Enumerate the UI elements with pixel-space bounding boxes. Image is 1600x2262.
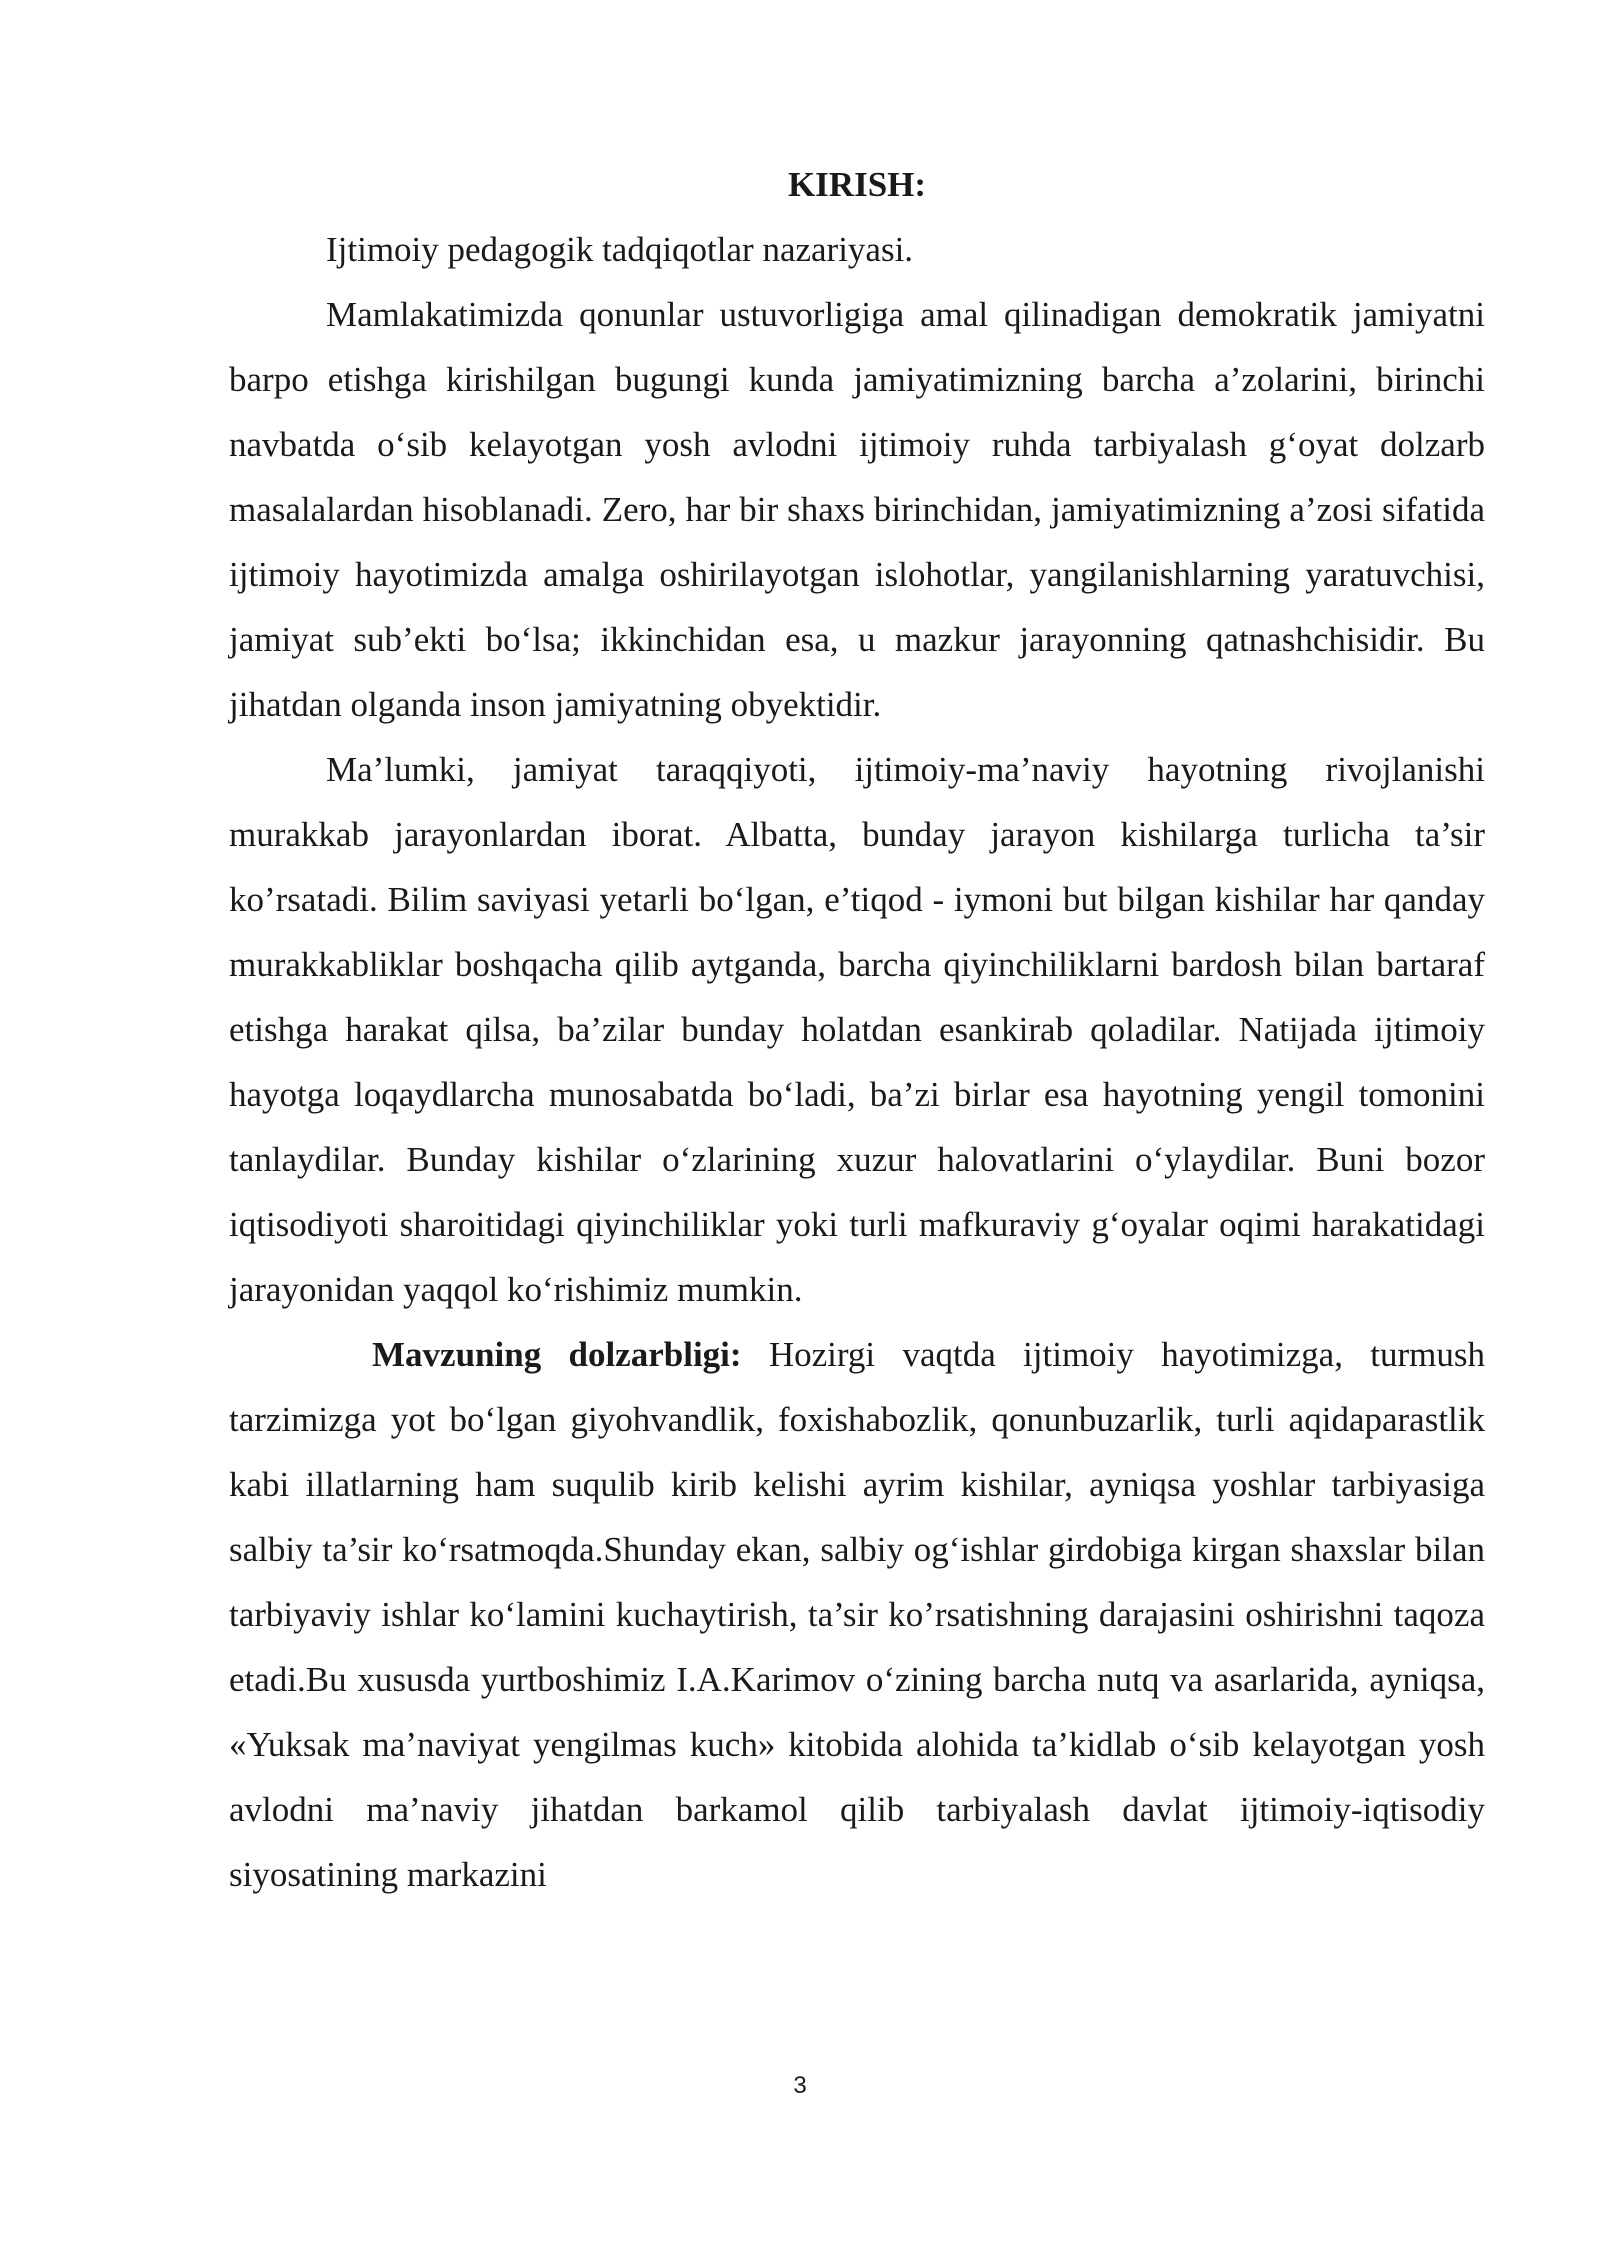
section-subtitle: Ijtimoiy pedagogik tadqiqotlar nazariyasi. bbox=[326, 230, 914, 269]
paragraph-intro: Mamlakatimizda qonunlar ustuvorligiga amal qilinadigan demokratik jamiyatni barpo etishga kirishilgan bugungi kunda jamiyatimizning barcha a’zolarini, birinchi navbatda o‘sib kelayotgan yosh avlodni ijtimoiy ruhda tarbiyalash g‘oyat dolzarb masalalardan hisoblanadi. Zero, har bir shaxs birinchidan, jamiyatimizning a’zosi sifatida ijtimoiy hayotimizda amalga oshirilayotgan islohotlar, yangilanishlarning yaratuvchisi, jamiyat sub’ekti bo‘lsa; ikkinchidan esa, u mazkur jarayonning qatnashchisidir. Bu jihatdan olganda inson jamiyatning obyektidir. bbox=[229, 295, 1485, 724]
page-content bbox=[229, 152, 1485, 1907]
paragraph-development: Ma’lumki, jamiyat taraqqiyoti, ijtimoiy-ma’naviy hayotning rivojlanishi murakkab jarayonlardan iborat. Albatta, bunday jarayon kishilarga turlicha ta’sir ko’rsatadi. Bilim saviyasi yetarli bo‘lgan, e’tiqod - iymoni but bilgan kishilar har qanday murakkabliklar boshqacha qilib aytganda, barcha qiyinchiliklarni bardosh bilan bartaraf etishga harakat qilsa, ba’zilar bunday holatdan esankirab qoladilar. Natijada ijtimoiy hayotga loqaydlarcha munosabatda bo‘ladi, ba’zi birlar esa hayotning yengil tomonini tanlaydilar. Bunday kishilar o‘zlarining xuzur halovatlarini o‘ylaydilar. Buni bozor iqtisodiyoti sharoitidagi qiyinchiliklar yoki turli mafkuraviy g‘oyalar oqimi harakatidagi jarayonidan yaqqol ko‘rishimiz mumkin. bbox=[229, 750, 1485, 1309]
section-heading: KIRISH: bbox=[787, 165, 927, 204]
relevance-text: Hozirgi vaqtda ijtimoiy hayotimizga, turmush tarzimizga yot bo‘lgan giyohvandlik, foxishabozlik, qonunbuzarlik, turli aqidaparastlik kabi illatlarning ham suqulib kirib kelishi ayrim kishilar, ayniqsa yoshlar tarbiyasiga salbiy ta’sir ko‘rsatmoqda.Shunday ekan, salbiy og‘ishlar girdobiga kirgan shaxslar bilan tarbiyaviy ishlar ko‘lamini kuchaytirish, ta’sir ko’rsatishning darajasini oshirishni taqoza etadi.Bu xususda yurtboshimiz I.A.Karimov o‘zining barcha nutq va asarlarida, ayniqsa, «Yuksak ma’naviyat yengilmas kuch» kitobida alohida ta’kidlab o‘sib kelayotgan yosh avlodni ma’naviy jihatdan barkamol qilib tarbiyalash davlat ijtimoiy-iqtisodiy siyosatining markazini bbox=[229, 1335, 1485, 1894]
page-number: 3 bbox=[793, 2072, 807, 2099]
relevance-label: Mavzuning dolzarbligi: bbox=[372, 1335, 742, 1374]
paragraph-relevance bbox=[229, 1322, 1485, 1907]
